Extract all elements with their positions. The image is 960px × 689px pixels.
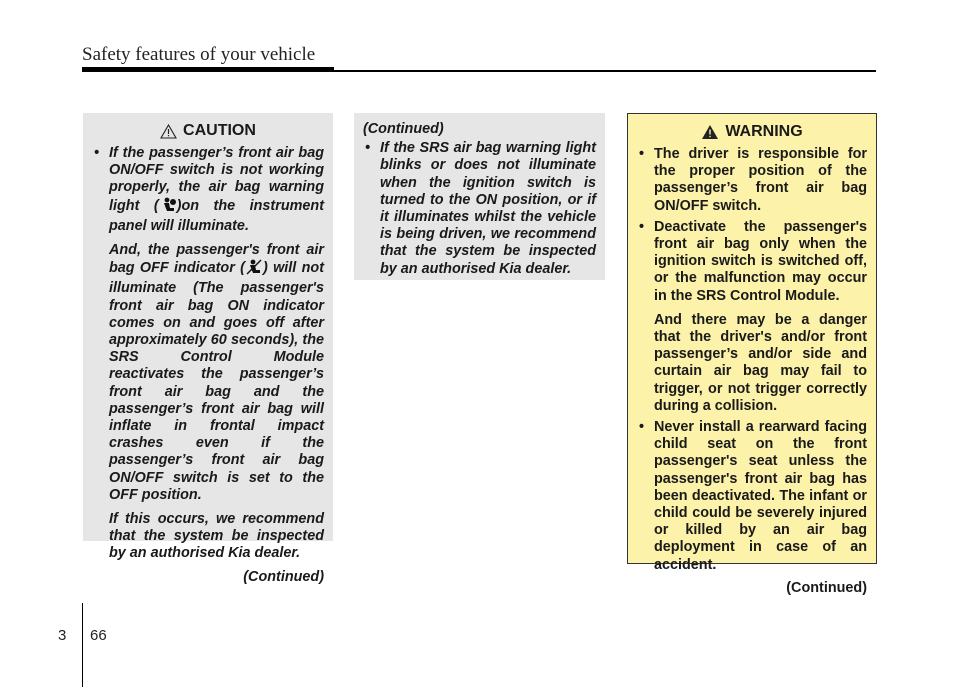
caution-panel — [83, 113, 333, 585]
warning-b2-text: Deactivate the passenger's front air bag only when the ignition switch is switched off, or the malfunction may occur in the SRS Control Module. — [654, 218, 867, 304]
warning-triangle-icon — [701, 124, 719, 140]
footer-divider — [82, 603, 83, 687]
warning-bullet-3: • Never install a rearward facing child seat on the front passenger's seat unless the passenger's front air bag has been deactivated. The infant or child could be severely injured or killed by an air bag deployment in case of an accident. — [637, 419, 867, 574]
warning-title-text: WARNING — [725, 123, 803, 141]
header-rule-thin — [334, 70, 876, 72]
continued-label: (Continued) — [363, 121, 444, 137]
caution-paragraph-3: If this occurs, we recommend that the system be inspected by an authorised Kia dealer. — [109, 511, 324, 562]
warning-bullet-1: • The driver is responsible for the proper position of the passenger’s front air bag ON/OFF switch. — [637, 146, 867, 215]
caution-continued: (Continued) — [243, 568, 324, 585]
page-header-title: Safety features of your vehicle — [82, 44, 316, 65]
caution-paragraph-2 — [109, 242, 324, 504]
caution-title — [92, 121, 324, 141]
continued-bullet-1: • If the SRS air bag warning light blinks or does not illuminate when the ignition switch is turned to the ON position, or if it illuminates whilst the vehicle is being driven, we recommend that the system be inspected by an authorised Kia dealer. — [363, 140, 596, 278]
passenger-airbag-off-icon — [246, 259, 262, 280]
warning-bullet-2 — [637, 219, 867, 415]
caution-p2-text-b: ) will not illuminate (The passenger's front air bag ON indicator comes on and goes off after approximately 60 seconds), the SRS Control Module reactivates the passenger’s front air bag and the passenger’s front air bag will inflate in frontal impact crashes even if the passenger’s front air bag ON/OFF switch is set to the OFF position. — [109, 260, 324, 503]
header-rule-thick — [82, 67, 334, 72]
chapter-number: 3 — [58, 627, 67, 644]
caution-title-text: CAUTION — [183, 122, 256, 140]
caution-b1-text-b: )on the instrument panel will illuminate. — [109, 197, 324, 234]
warning-panel — [627, 113, 877, 596]
caution-p2-text-a: And, the passenger's front air bag OFF indicator ( — [109, 242, 324, 277]
caution-bullet-1 — [92, 145, 324, 586]
airbag-warning-light-icon — [160, 197, 176, 218]
warning-continued: (Continued) — [786, 579, 867, 596]
caution-triangle-icon — [160, 124, 177, 139]
caution-b1-text-a: If the passenger’s front air bag ON/OFF switch is not working properly, the air bag warning light ( — [109, 145, 324, 214]
continued-panel — [354, 113, 605, 280]
warning-title — [637, 122, 867, 142]
page-number: 66 — [90, 627, 107, 644]
warning-b2-sub: And there may be a danger that the driver's and/or front passenger’s and/or side and curtain air bag may fail to trigger, or not trigger correctly during a collision. — [654, 311, 867, 414]
